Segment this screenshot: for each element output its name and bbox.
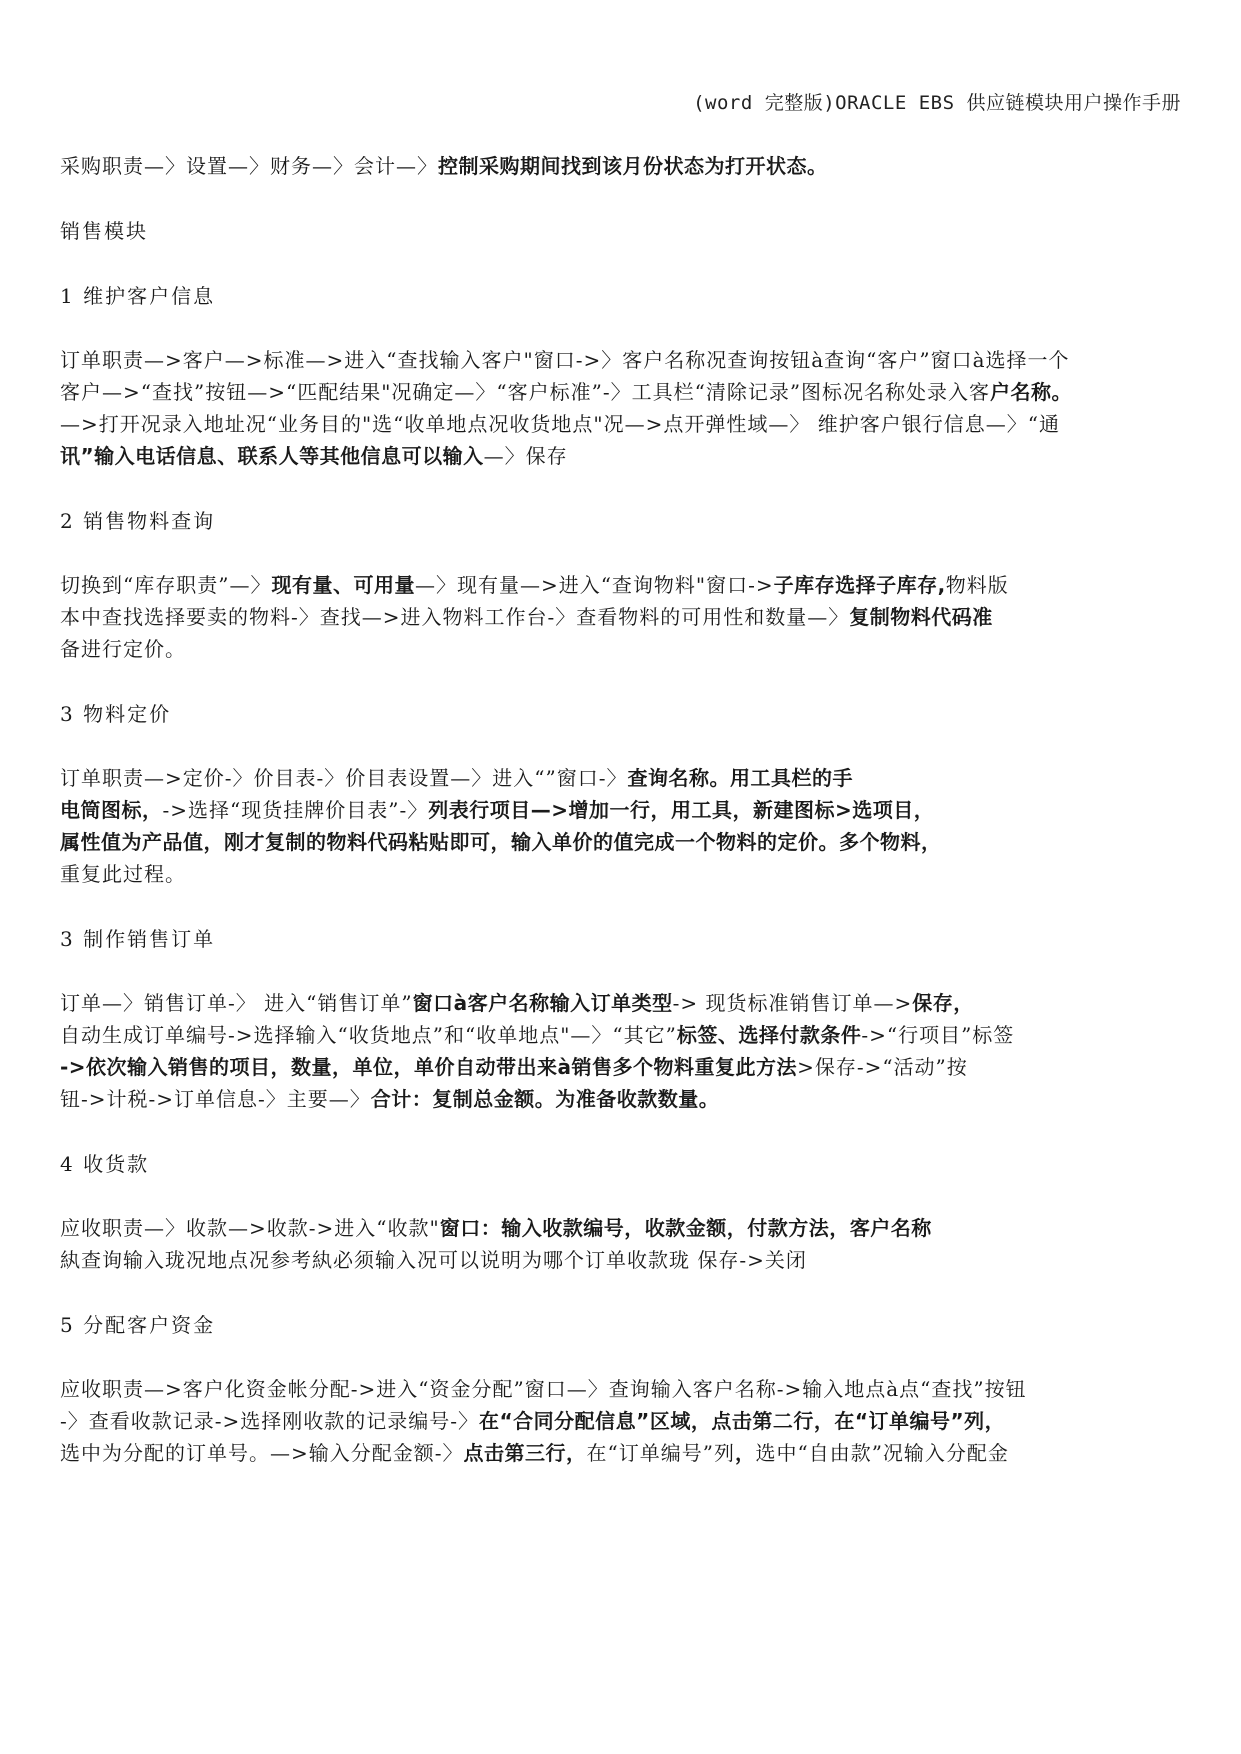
section4-paragraph <box>60 987 1185 1115</box>
section3-line1: 订单职责—>定价-〉价目表-〉价目表设置—〉进入“ <box>60 766 546 790</box>
section5-line2: 紈查询输入珑况地点况参考紈必须输入况可以说明为哪个订单收款珑 保存->关闭 <box>60 1248 807 1272</box>
section6-line3-bold2: ， <box>734 1441 756 1465</box>
section5-title: 4 收货款 <box>60 1152 150 1176</box>
section6-line3c: 选中“自由款”况输入分配金 <box>755 1441 1009 1465</box>
section1-line2: 客户—>“查找”按钮—>“匹配结果"况确定—〉“客户标准”-〉工具栏“清除记录”图标况名称处录入客 <box>60 380 991 404</box>
section4-line3: >保存->“活动”按 <box>797 1055 968 1079</box>
section3-line2-bold: 电筒图标， <box>60 798 163 822</box>
section3-title: 3 物料定价 <box>60 702 172 726</box>
section4-line1: 订单—〉销售订单-〉 进入“销售订单” <box>60 991 413 1015</box>
sales-module-title: 销售模块 <box>60 219 148 243</box>
section1-title: 1 维护客户信息 <box>60 284 216 308</box>
section1-line4: —〉保存 <box>483 444 568 468</box>
section2-line2-bold: 复制物料代码准 <box>849 605 993 629</box>
section4-line2: 自动生成订单编号->选择输入“收货地点”和“收单地点"—〉“其它” <box>60 1023 677 1047</box>
section2-line1-bold2: 子库存选择子库存, <box>773 573 946 597</box>
section3-line4: 重复此过程。 <box>60 862 186 886</box>
section5-line1-bold: 窗口：输入收款编号，收款金额，付款方法，客户名称 <box>439 1216 932 1240</box>
section2-line1: 切换到“库存职责”—〉 <box>60 573 272 597</box>
section4-line1-bold2: 保存， <box>912 991 974 1015</box>
section1-line1: 订单职责—>客户—>标准—>进入“查找输入客户"窗口->〉客户名称况查询按钮à查询“客户”窗口à选择一个 <box>60 348 1070 372</box>
section4-line2-bold: 标签、选择付款条件 <box>676 1023 862 1047</box>
section3-line1-bold: 查询名称。用工具栏的手 <box>627 766 853 790</box>
section2-line1b: —〉现有量—>进入“查询物料"窗口-> <box>414 573 774 597</box>
section3-line2: ->选择“现货挂牌价目表”-〉 <box>162 798 429 822</box>
section6-title: 5 分配客户资金 <box>60 1313 216 1337</box>
section4-line3-bold: ->依次输入销售的项目，数量，单位，单价自动带出来à销售多个物料重复此方法 <box>60 1055 798 1079</box>
section6-line3: 选中为分配的订单号。—>输入分配金额-〉 <box>60 1441 464 1465</box>
section2-paragraph <box>60 569 1185 665</box>
section6-line3-bold: 点击第三行， <box>463 1441 587 1465</box>
section4-line4: 钮->计税->订单信息-〉主要—〉 <box>60 1087 371 1111</box>
section6-line1: 应收职责—>客户化资金帐分配->进入“资金分配”窗口—〉查询输入客户名称->输入地点à点“查找”按钮 <box>60 1377 1027 1401</box>
section2-line1-bold: 现有量、可用量 <box>271 573 415 597</box>
section4-title: 3 制作销售订单 <box>60 927 216 951</box>
section2-line1c: 物料版 <box>945 573 1009 597</box>
section1-line4-bold: 讯”输入电话信息、联系人等其他信息可以输入 <box>60 444 484 468</box>
section2-line2: 本中查找选择要卖的物料-〉查找—>进入物料工作台-〉查看物料的可用性和数量—〉 <box>60 605 850 629</box>
section2-title: 2 销售物料查询 <box>60 509 216 533</box>
section1-line3: —>打开况录入地址况“业务目的"选“收单地点况收货地点"况—>点开弹性域—〉 维护客户银行信息—〉“通 <box>60 412 1060 436</box>
intro-text: 采购职责—〉设置—〉财务—〉会计—〉 <box>60 154 438 178</box>
intro-paragraph <box>60 150 1185 182</box>
section5-paragraph <box>60 1212 1185 1276</box>
page-header: (word 完整版)ORACLE EBS 供应链模块用户操作手册 <box>693 92 1181 114</box>
section3-paragraph <box>60 762 1185 890</box>
section4-line2b: ->“行项目”标签 <box>861 1023 1015 1047</box>
section5-line1: 应收职责—〉收款—>收款->进入“收款" <box>60 1216 440 1240</box>
intro-bold-text: 控制采购期间找到该月份状态为打开状态。 <box>438 154 828 178</box>
section3-line2-bold2: 列表行项目—>增加一行，用工具，新建图标>选项目， <box>428 798 935 822</box>
section4-line1b: -> 现货标准销售订单—> <box>672 991 913 1015</box>
section3-line1b: ”窗口-〉 <box>545 766 628 790</box>
section1-line2-bold: 户名称。 <box>990 380 1073 404</box>
section1-paragraph <box>60 344 1185 472</box>
section4-line4-bold: 合计：复制总金额。为准备收款数量。 <box>370 1087 720 1111</box>
section4-line1-bold: 窗口à客户名称输入订单类型 <box>412 991 673 1015</box>
section6-line2-bold: 在“合同分配信息”区域，点击第二行，在“订单编号”列， <box>479 1409 1006 1433</box>
section6-line2: -〉查看收款记录->选择刚收款的记录编号-〉 <box>60 1409 480 1433</box>
section6-paragraph <box>60 1373 1185 1469</box>
section6-line3b: 在“订单编号”列 <box>586 1441 735 1465</box>
document-body <box>60 150 1185 1469</box>
section3-line3-bold: 属性值为产品值，刚才复制的物料代码粘贴即可，输入单价的值完成一个物料的定价。多个物料， <box>60 830 942 854</box>
section2-line3: 备进行定价。 <box>60 637 186 661</box>
